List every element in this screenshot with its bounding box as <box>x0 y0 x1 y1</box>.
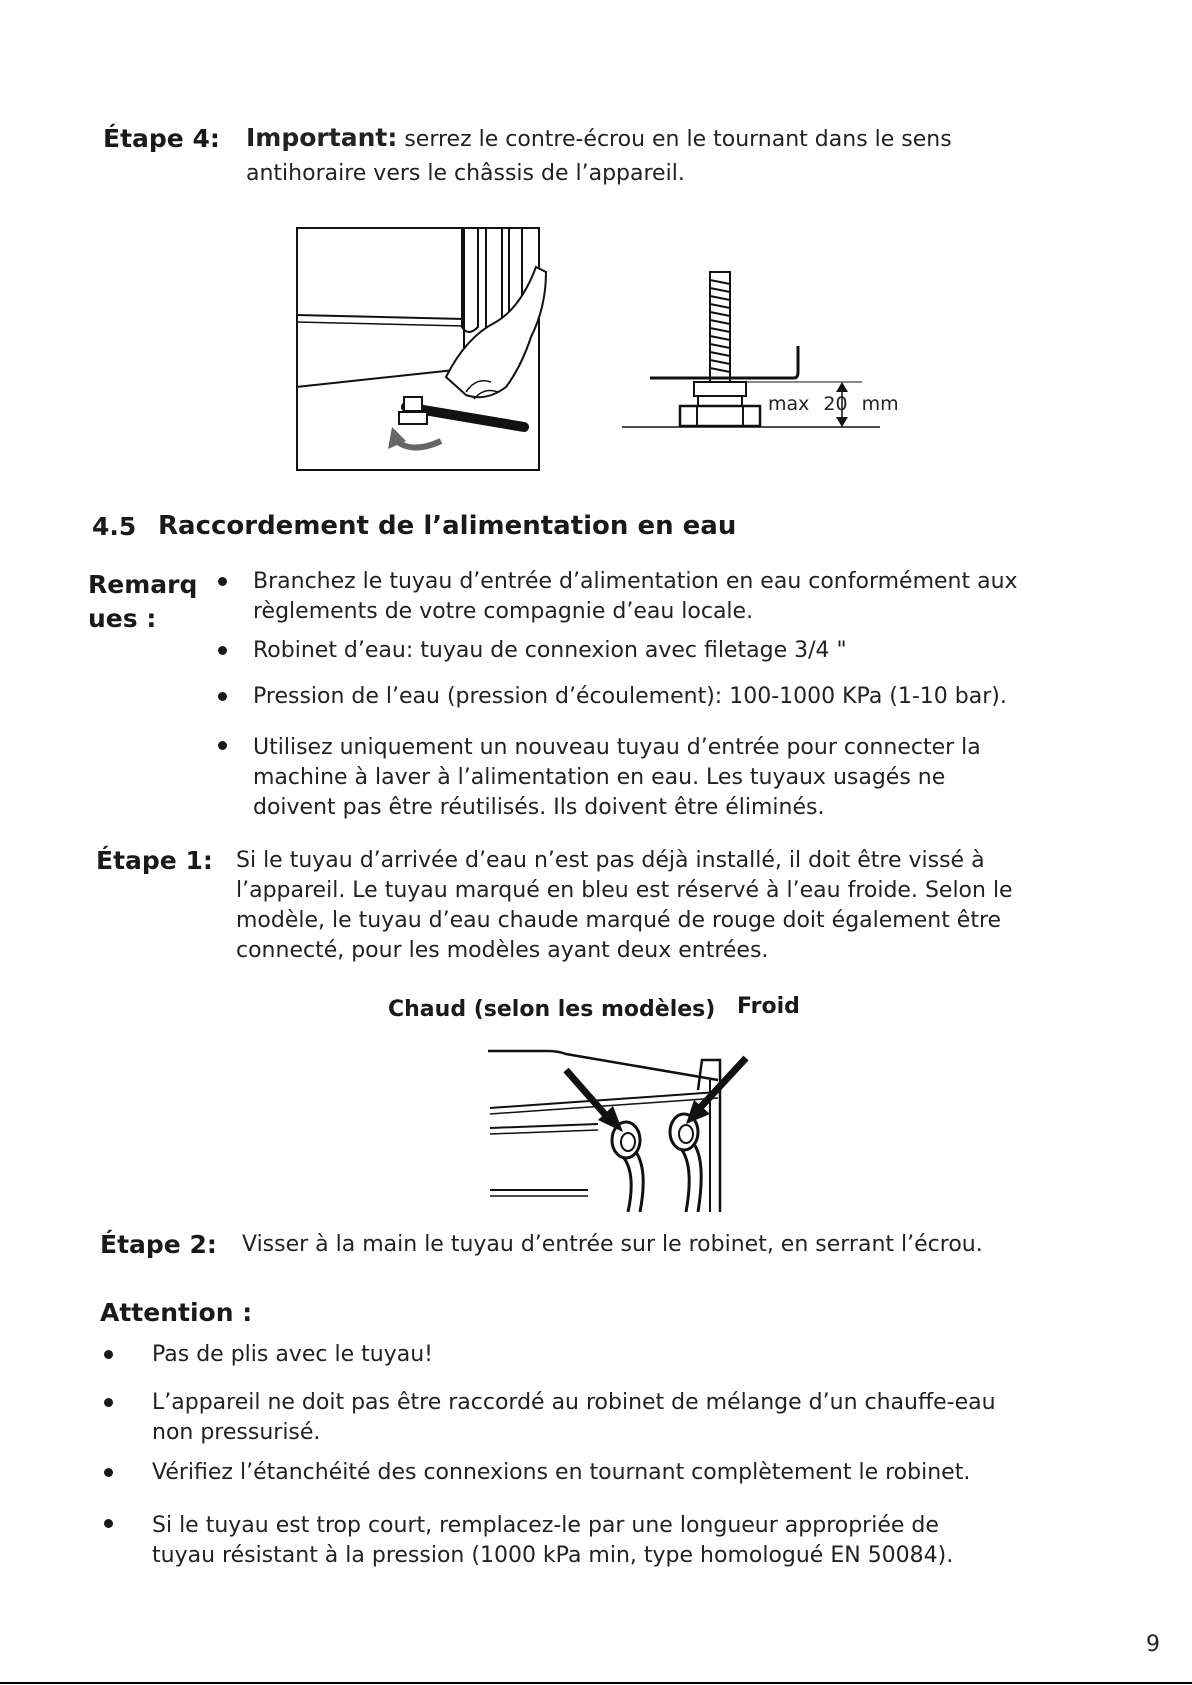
remarks-item: Robinet d’eau: tuyau de connexion avec filetage 3/4 " <box>253 638 847 663</box>
attention-bullet <box>104 1350 113 1359</box>
step4-text-line2: antihoraire vers le châssis de l’appareil. <box>246 161 685 186</box>
attention-bullet <box>104 1519 113 1528</box>
attention-item: Vérifiez l’étanchéité des connexions en tournant complètement le robinet. <box>152 1460 971 1485</box>
step4-label: Étape 4: <box>103 124 220 153</box>
page-number: 9 <box>1146 1632 1160 1657</box>
attention-title: Attention : <box>100 1298 253 1327</box>
step4-text <box>246 123 1006 193</box>
attention-bullet <box>104 1468 113 1477</box>
remarks-item: Utilisez uniquement un nouveau tuyau d’entrée pour connecter la machine à laver à l’alimentation en eau. Les tuyaux usagés ne doivent pas être réutilisés. Ils doivent être éliminés. <box>253 735 981 820</box>
bottom-rule <box>0 1682 1192 1684</box>
step1-label: Étape 1: <box>96 846 213 875</box>
step2-text: Visser à la main le tuyau d’entrée sur le robinet, en serrant l’écrou. <box>242 1232 983 1257</box>
remarks-item: Branchez le tuyau d’entrée d’alimentation en eau conformément aux règlements de votre compagnie d’eau locale. <box>253 569 1018 624</box>
attention-item: Pas de plis avec le tuyau! <box>152 1342 433 1367</box>
remarks-item: Pression de l’eau (pression d’écoulement): 100-1000 KPa (1-10 bar). <box>253 684 1007 709</box>
remarks-bullet <box>218 692 227 701</box>
remarks-bullet <box>218 577 227 586</box>
hot-label: Chaud (selon les modèles) <box>388 997 716 1022</box>
attention-item: Si le tuyau est trop court, remplacez-le par une longueur appropriée de tuyau résistant à la pression (1000 kPa min, type homologué EN 50084). <box>152 1513 954 1568</box>
section-number: 4.5 <box>92 512 137 541</box>
remarks-bullet <box>218 741 227 750</box>
section-title: Raccordement de l’alimentation en eau <box>158 511 737 541</box>
remarks-label <box>88 568 197 636</box>
remarks-label-line2: ues : <box>88 604 157 633</box>
cold-label: Froid <box>737 994 800 1019</box>
figure-machine-wrench <box>296 227 566 472</box>
dimension-label: max 20 mm <box>768 393 899 415</box>
attention-item: L’appareil ne doit pas être raccordé au robinet de mélange d’un chauffe-eau non pressurisé. <box>152 1390 996 1445</box>
step4-text-line1: serrez le contre-écrou en le tournant dans le sens <box>404 127 952 152</box>
step2-label: Étape 2: <box>100 1230 217 1259</box>
remarks-label-line1: Remarq <box>88 570 198 599</box>
important-label: Important: <box>246 123 398 152</box>
attention-bullet <box>104 1398 113 1407</box>
step1-text: Si le tuyau d’arrivée d’eau n’est pas déjà installé, il doit être vissé à l’appareil. Le tuyau marqué en bleu est réservé à l’eau froide. Selon le modèle, le tuyau d’eau chaude marqué de rouge doit également être connecté, pour les modèles ayant deux entrées. <box>236 848 1013 963</box>
remarks-bullet <box>218 646 227 655</box>
figure-inlet-valves <box>488 1040 758 1212</box>
